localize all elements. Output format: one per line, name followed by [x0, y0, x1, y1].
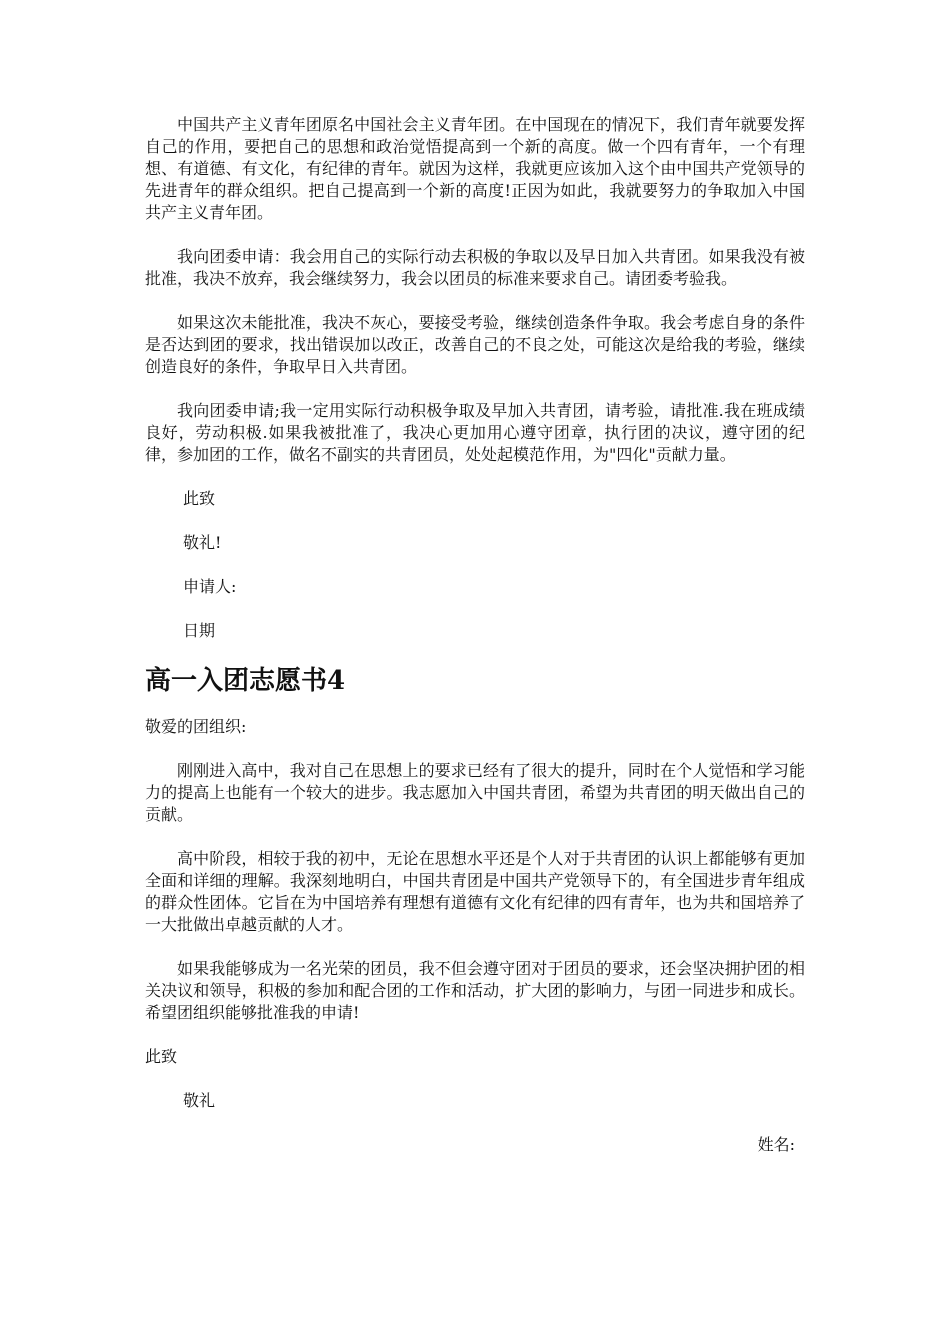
- paragraph-5: 刚刚进入高中，我对自己在思想上的要求已经有了很大的提升，同时在个人觉悟和学习能力的提高上也能有一个较大的进步。我志愿加入中国共青团，希望为共青团的明天做出自己的贡献。: [145, 761, 805, 824]
- greeting-text: 敬爱的团组织:: [145, 717, 247, 736]
- paragraph-4: 我向团委申请;我一定用实际行动积极争取及早加入共青团，请考验，请批准.我在班成绩良好，劳动积极.如果我被批准了，我决心更加用心遵守团章，执行团的决议，遵守团的纪律，参加团的工作，做名不副实的共青团员，处处起模范作用，为"四化"贡献力量。: [145, 401, 805, 464]
- document-page: [145, 114, 805, 1156]
- closing-text-2: 此致: [145, 1047, 178, 1066]
- date-label: 日期: [183, 621, 216, 640]
- salute-text: 敬礼!: [183, 533, 222, 552]
- paragraph-3: 如果这次未能批准，我决不灰心，要接受考验，继续创造条件争取。我会考虑自身的条件是否达到团的要求，找出错误加以改正，改善自己的不良之处，可能这次是给我的考验，继续创造良好的条件，争取早日入共青团。: [145, 313, 805, 376]
- closing-text: 此致: [183, 489, 216, 508]
- paragraph-7: 如果我能够成为一名光荣的团员，我不但会遵守团对于团员的要求，还会坚决拥护团的相关决议和领导，积极的参加和配合团的工作和活动，扩大团的影响力，与团一同进步和成长。希望团组织能够批准我的申请!: [145, 959, 805, 1022]
- applicant-label: 申请人:: [183, 577, 237, 596]
- salute-text-2: 敬礼: [183, 1091, 216, 1110]
- paragraph-1: 中国共产主义青年团原名中国社会主义青年团。在中国现在的情况下，我们青年就要发挥自己的作用，要把自己的思想和政治觉悟提高到一个新的高度。做一个四有青年，一个有理想、有道德、有文化，有纪律的青年。就因为这样，我就更应该加入这个由中国共产党领导的先进青年的群众组织。把自己提高到一个新的高度!正因为如此，我就要努力的争取加入中国共产主义青年团。: [145, 115, 805, 222]
- section-title: 高一入团志愿书4: [145, 666, 346, 696]
- paragraph-6: 高中阶段，相较于我的初中，无论在思想水平还是个人对于共青团的认识上都能够有更加全面和详细的理解。我深刻地明白，中国共青团是中国共产党领导下的，有全国进步青年组成的群众性团体。它旨在为中国培养有理想有道德有文化有纪律的四有青年，也为共和国培养了一大批做出卓越贡献的人才。: [145, 849, 805, 934]
- paragraph-2: 我向团委申请：我会用自己的实际行动去积极的争取以及早日加入共青团。如果我没有被批准，我决不放弃，我会继续努力，我会以团员的标准来要求自己。请团委考验我。: [145, 247, 805, 288]
- name-label: 姓名:: [757, 1135, 795, 1154]
